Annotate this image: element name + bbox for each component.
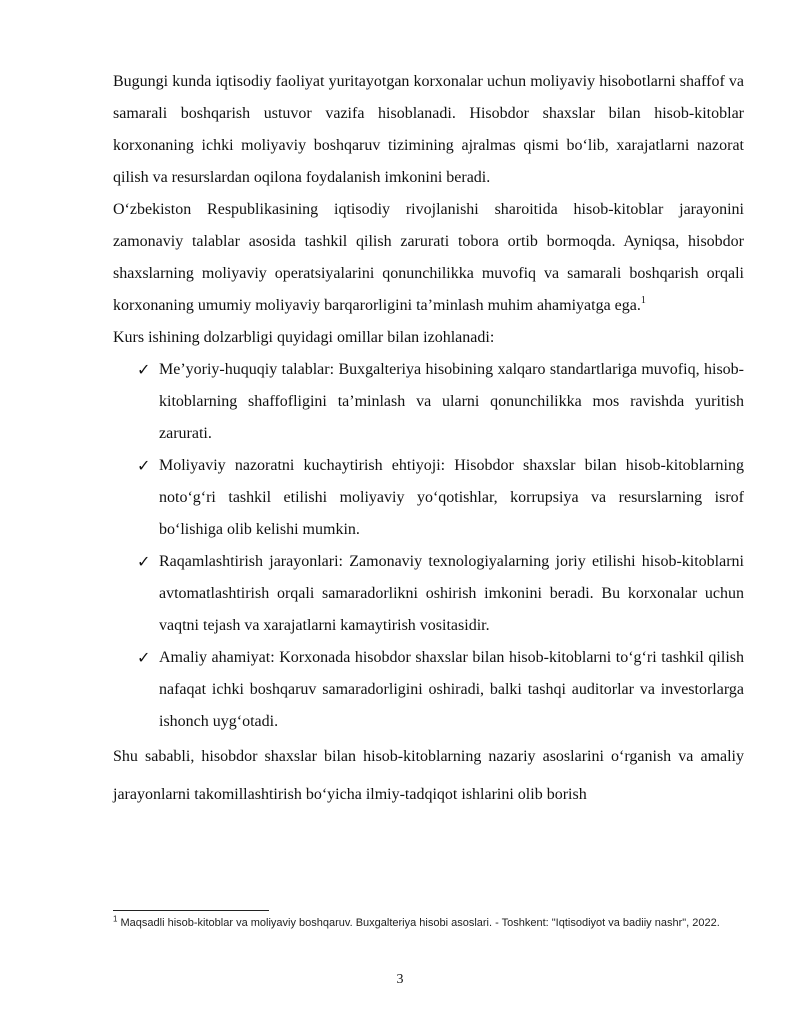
list-item bbox=[113, 354, 744, 450]
paragraph-uzbekistan bbox=[113, 194, 744, 322]
list-item bbox=[113, 642, 744, 738]
list-item-text: Raqamlashtirish jarayonlari: Zamonaviy texnologiyalarning joriy etilishi hisob-kitoblarni avtomatlashtirish orqali samaradorlikni oshirish imkonini beradi. Bu korxonalar uchun vaqtni tejash va xarajatlarni kamaytirish vositasidir. bbox=[159, 553, 744, 634]
footnote-divider bbox=[113, 910, 269, 911]
paragraph-closing: Shu sababli, hisobdor shaxslar bilan hisob-kitoblarning nazariy asoslarini o‘rganish va amaliy jarayonlarni takomillashtirish bo‘yicha ilmiy-tadqiqot ishlarini olib borish bbox=[113, 748, 744, 803]
paragraph-relevance-lead: Kurs ishining dolzarbligi quyidagi omillar bilan izohlanadi: bbox=[113, 329, 495, 346]
checkmark-icon: ✓ bbox=[137, 552, 151, 571]
page-number: 3 bbox=[396, 972, 404, 987]
paragraph-uzbekistan-text: O‘zbekiston Respublikasining iqtisodiy rivojlanishi sharoitida hisob-kitoblar jarayonini zamonaviy talablar asosida tashkil qilish zarurati tobora ortib bormoqda. Ayniqsa, hisobdor shaxslarning moliyaviy operatsiyalarini qonunchilikka muvofiq va samarali boshqarish orqali korxonaning umumiy moliyaviy barqarorligini ta’minlash muhim ahamiyatga ega. bbox=[113, 201, 744, 314]
footnote-text: Maqsadli hisob-kitoblar va moliyaviy boshqaruv. Buxgalteriya hisobi asoslari. - Toshkent: "Iqtisodiyot va badiiy nashr", 2022. bbox=[120, 917, 720, 929]
footnote-reference[interactable]: 1 bbox=[640, 294, 646, 306]
list-item-text: Moliyaviy nazoratni kuchaytirish ehtiyoji: Hisobdor shaxslar bilan hisob-kitoblarning noto‘g‘ri tashkil etilishi moliyaviy yo‘qotishlar, korrupsiya va resurslarning isrof bo‘lishiga olib kelishi mumkin. bbox=[159, 457, 744, 538]
checkmark-icon: ✓ bbox=[137, 648, 151, 667]
list-item-text: Me’yoriy-huquqiy talablar: Buxgalteriya hisobining xalqaro standartlariga muvofiq, hisob-kitoblarning shaffofligini ta’minlash va ularni qonunchilikka mos ravishda yuritish zarurati. bbox=[159, 361, 744, 442]
relevance-list bbox=[113, 354, 744, 738]
list-item-text: Amaliy ahamiyat: Korxonada hisobdor shaxslar bilan hisob-kitoblarni to‘g‘ri tashkil qilish nafaqat ichki boshqaruv samaradorligini oshiradi, balki tashqi auditorlar va investorlarga ishonch uyg‘otadi. bbox=[159, 649, 744, 730]
page-body bbox=[113, 66, 744, 814]
checkmark-icon: ✓ bbox=[137, 360, 151, 379]
list-item bbox=[113, 546, 744, 642]
footnote bbox=[113, 916, 744, 931]
checkmark-icon: ✓ bbox=[137, 456, 151, 475]
footnote-number: 1 bbox=[113, 914, 118, 924]
paragraph-intro: Bugungi kunda iqtisodiy faoliyat yuritayotgan korxonalar uchun moliyaviy hisobotlarni shaffof va samarali boshqarish ustuvor vazifa hisoblanadi. Hisobdor shaxslar bilan hisob-kitoblar korxonaning ichki moliyaviy boshqaruv tizimining ajralmas qismi bo‘lib, xarajatlarni nazorat qilish va resurslardan oqilona foydalanish imkonini beradi. bbox=[113, 73, 744, 186]
list-item bbox=[113, 450, 744, 546]
